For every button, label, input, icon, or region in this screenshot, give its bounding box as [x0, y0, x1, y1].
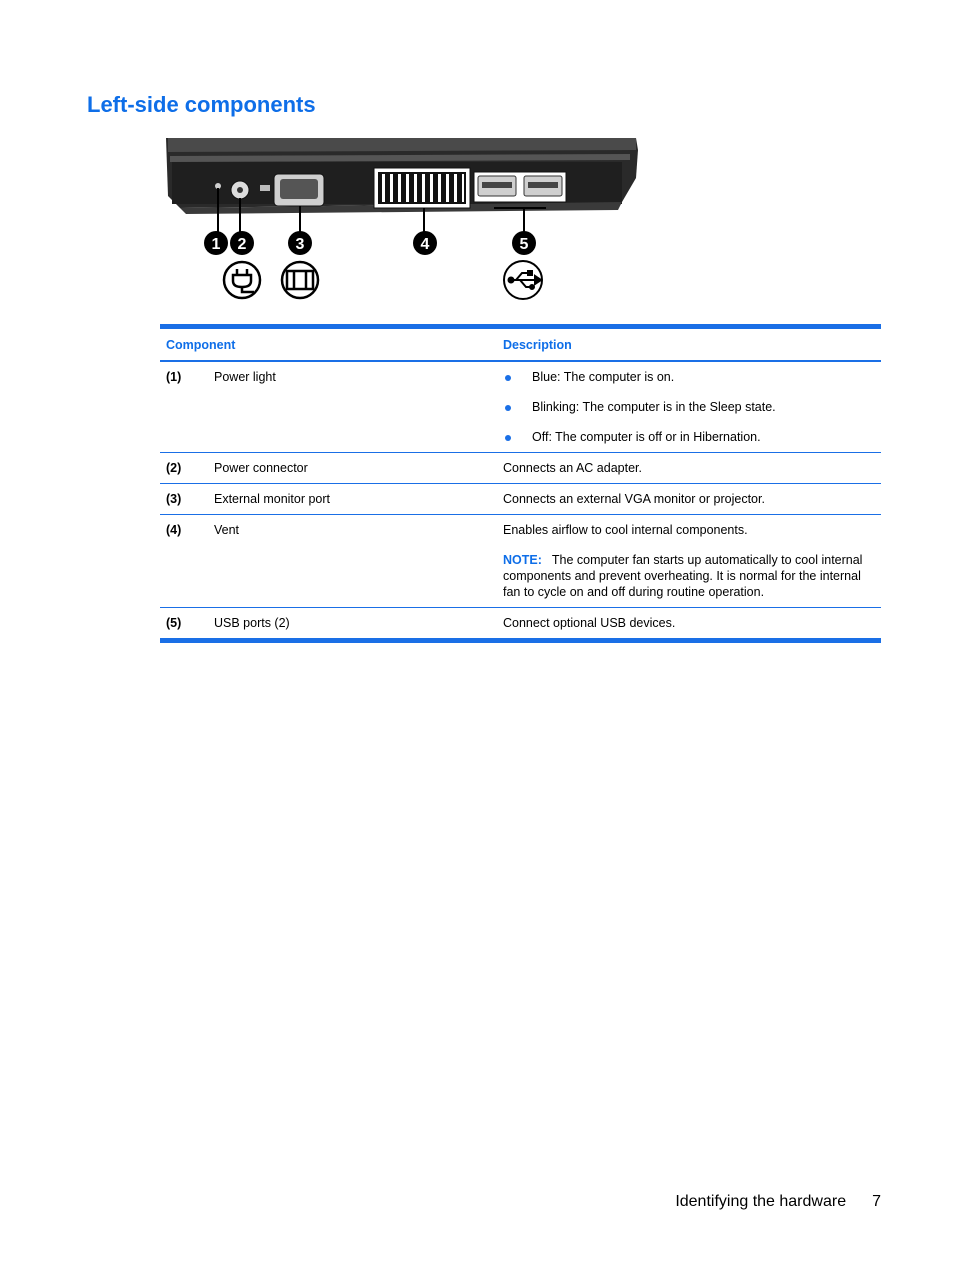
usb-icon: [504, 261, 542, 299]
note-text: The computer fan starts up automatically to cool internal components and prevent overheating. It is normal for the internal fan to cycle on and off during routine operation.: [503, 553, 863, 599]
callout-3-label: 3: [295, 236, 305, 253]
column-header-description: Description: [497, 329, 881, 361]
bullet-icon: [505, 435, 511, 441]
table-header-row: [160, 329, 881, 361]
bullet-text: Blue: The computer is on.: [532, 370, 675, 384]
callout-2-label: 2: [237, 236, 247, 253]
callout-2: [230, 231, 254, 255]
page-footer: [675, 1193, 881, 1211]
component-name: Power light: [208, 361, 497, 453]
bullet-icon: [505, 375, 511, 381]
description-text: Enables airflow to cool internal components.: [503, 523, 748, 537]
table-row: [160, 515, 881, 608]
component-name: Vent: [208, 515, 497, 608]
component-description: Connect optional USB devices.: [503, 616, 676, 630]
callout-5-label: 5: [519, 236, 529, 253]
table-row: [160, 608, 881, 639]
monitor-port-label: [260, 185, 270, 191]
component-name: Power connector: [208, 453, 497, 484]
monitor-icon: [282, 262, 318, 298]
component-description: Connects an AC adapter.: [497, 453, 881, 484]
row-number: (2): [160, 453, 208, 484]
column-header-component: Component: [160, 329, 497, 361]
page-title: Left-side components: [87, 92, 316, 117]
list-item: [503, 399, 875, 415]
bullet-text: Blinking: The computer is in the Sleep state.: [532, 400, 776, 414]
row-number: (1): [160, 361, 208, 453]
components-table: [160, 324, 881, 643]
table-row: [160, 484, 881, 515]
note-label: NOTE:: [503, 553, 542, 567]
component-description: [497, 515, 881, 608]
callout-3: [288, 231, 312, 255]
left-side-figure: [160, 130, 650, 310]
component-description: [497, 361, 881, 453]
laptop-left-side-illustration: [160, 130, 650, 310]
bullet-text: Off: The computer is off or in Hibernation.: [532, 430, 761, 444]
callout-4-label: 4: [420, 236, 430, 253]
callout-4: [413, 231, 437, 255]
callout-1-label: 1: [211, 236, 221, 253]
table-row: [160, 361, 881, 453]
table-row: [160, 453, 881, 484]
bullet-icon: [505, 405, 511, 411]
footer-section-title: Identifying the hardware: [675, 1193, 847, 1210]
callout-1: [204, 231, 228, 255]
power-plug-icon: [224, 262, 260, 298]
page-number: 7: [872, 1193, 881, 1210]
row-number: (3): [160, 484, 208, 515]
bullet-list: [503, 369, 875, 445]
row-number: (4): [160, 515, 208, 608]
list-item: [503, 369, 875, 385]
list-item: [503, 429, 875, 445]
note: [503, 552, 875, 600]
component-name: External monitor port: [208, 484, 497, 515]
component-description: Connects an external VGA monitor or projector.: [497, 484, 881, 515]
callout-5: [512, 231, 536, 255]
row-number: (5): [166, 616, 182, 630]
component-name: USB ports (2): [214, 616, 290, 630]
